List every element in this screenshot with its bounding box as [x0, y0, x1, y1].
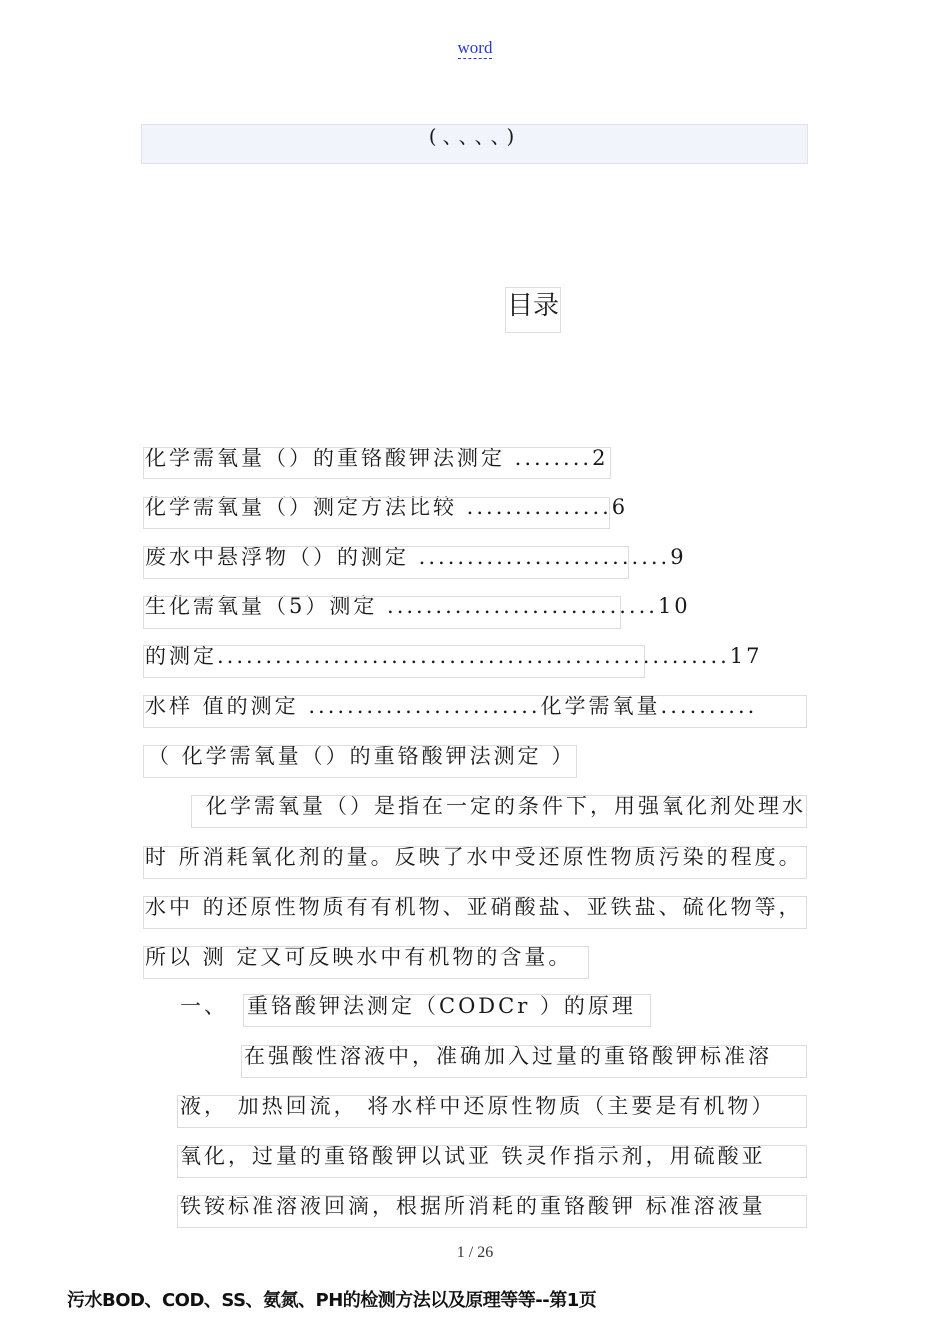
- toc-item-frame: [143, 596, 621, 629]
- paragraph-line: 化学需氧量（）是指在一定的条件下，用强氧化剂处理水: [206, 794, 806, 818]
- toc-item-frame: [143, 447, 611, 479]
- section-heading: （ 化学需氧量（）的重铬酸钾法测定 ）: [148, 744, 576, 768]
- toc-item[interactable]: 生化需氧量（5）测定 ............................10: [145, 594, 691, 618]
- sub-paragraph-line-frame: [177, 1095, 807, 1128]
- sub-paragraph-line-frame: [177, 1195, 807, 1228]
- toc-item-frame: [143, 645, 645, 678]
- sub-heading-number: 一、: [180, 994, 228, 1018]
- paragraph-line: 时 所消耗氧化剂的量。反映了水中受还原性物质污染的程度。: [145, 845, 803, 869]
- toc-item-frame: [143, 546, 629, 579]
- paragraph-line-frame: [191, 795, 807, 828]
- toc-title: 目录: [505, 287, 561, 333]
- paragraph-line: 所以 测 定又可反映水中有机物的含量。: [145, 945, 573, 969]
- section-heading-frame: [143, 745, 577, 778]
- paragraph-line-frame: [143, 846, 807, 879]
- sub-heading-frame: [243, 994, 651, 1027]
- sub-paragraph-line: 在强酸性溶液中，准确加入过量的重铬酸钾标准溶: [244, 1044, 772, 1068]
- paragraph-line-frame: [143, 946, 589, 979]
- header-link-text[interactable]: word: [457, 38, 493, 57]
- sub-paragraph-line: 液， 加热回流， 将水样中还原性物质（主要是有机物）: [180, 1094, 776, 1118]
- toc-item[interactable]: 的测定.....................................................17: [145, 644, 763, 668]
- shaded-bar: (、、、、): [141, 124, 808, 164]
- paragraph-line: 水中 的还原性物质有有机物、亚硝酸盐、亚铁盐、硫化物等，: [145, 895, 803, 919]
- sub-paragraph-line: 氧化，过量的重铬酸钾以试亚 铁灵作指示剂，用硫酸亚: [180, 1144, 766, 1168]
- toc-item-frame: [143, 695, 807, 728]
- header-word-link[interactable]: [0, 38, 950, 58]
- page-number: 1 / 26: [456, 1244, 494, 1261]
- document-title: 污水BOD、COD、SS、氨氮、PH的检测方法以及原理等等--第1页: [67, 1290, 597, 1311]
- toc-item[interactable]: 废水中悬浮物（）的测定 ..........................9: [145, 545, 687, 569]
- toc-item[interactable]: 化学需氧量（）测定方法比较 ...............6: [145, 495, 629, 519]
- toc-item[interactable]: 水样 值的测定 ........................化学需氧量..........: [145, 694, 758, 718]
- sub-heading: 重铬酸钾法测定（CODCr ）的原理: [247, 994, 636, 1018]
- paragraph-line-frame: [143, 896, 807, 929]
- sub-paragraph-line-frame: [241, 1045, 807, 1078]
- toc-item-frame: [143, 497, 610, 529]
- sub-paragraph-line: 铁铵标准溶液回滴，根据所消耗的重铬酸钾 标准溶液量: [180, 1194, 766, 1218]
- toc-item[interactable]: 化学需氧量（）的重铬酸钾法测定 ........2: [145, 446, 609, 470]
- sub-paragraph-line-frame: [177, 1145, 807, 1178]
